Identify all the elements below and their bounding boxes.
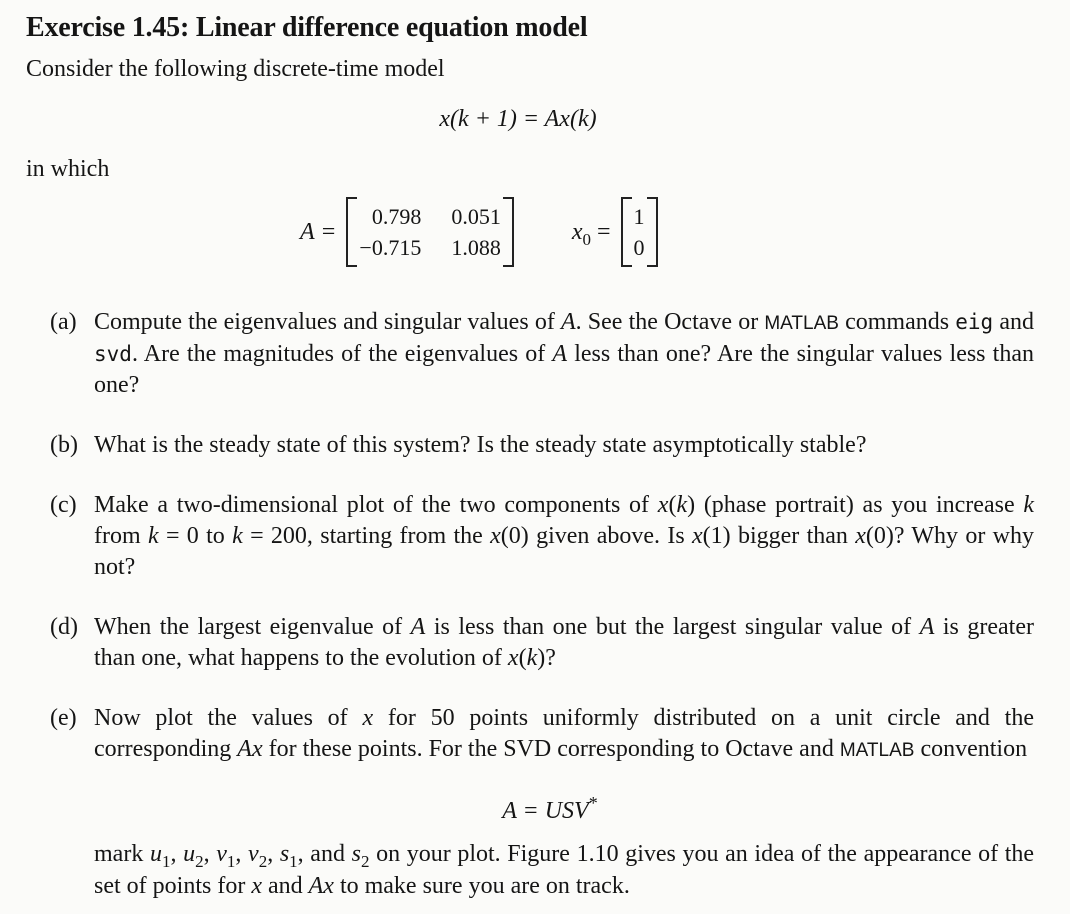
intro-text: Consider the following discrete-time model <box>26 56 445 82</box>
matrix-a-cell: 1.088 <box>451 235 501 260</box>
part-b <box>50 430 1050 461</box>
part-a <box>50 307 1050 401</box>
exercise-title: Exercise 1.45: Linear difference equation model <box>26 12 588 43</box>
part-c-text: Make a two-dimensional plot of the two components of x(k) (phase portrait) as you increase k from k = 0 to k = 200, starting from the x(0) given above. Is x(1) bigger than x(0)? Why or why not? <box>94 492 1034 580</box>
part-d-text: When the largest eigenvalue of A is less than one but the largest singular value of A is greater than one, what happens to the evolution of x(k)? <box>94 614 1034 671</box>
right-bracket <box>503 197 514 267</box>
part-label: (c) <box>50 492 77 518</box>
svd-equation: A = USV* <box>502 793 598 824</box>
right-bracket <box>647 197 658 267</box>
x0-label <box>571 218 611 249</box>
in-which-text: in which <box>26 156 110 182</box>
matrix-a-cell: 0.051 <box>451 204 501 229</box>
part-c <box>50 490 1050 583</box>
x0-equals: = <box>597 218 611 245</box>
part-e-continuation <box>50 839 1050 902</box>
model-equation: x(k + 1) = Ax(k) <box>439 106 597 132</box>
part-b-text: What is the steady state of this system? Is the steady state asymptotically stable? <box>94 432 867 458</box>
x0-vector <box>621 197 658 267</box>
part-d <box>50 612 1050 674</box>
part-label: (d) <box>50 614 78 640</box>
matrix-a-cell: 0.798 <box>371 204 422 229</box>
part-e-continuation-text: mark $u_1$, $u_2$, $v_1$, $v_2$, $s_1$, and $s_2$ on your plot. Figure 1.10 gives you an idea of the appearance of the set of points for x and Ax to make sure you are on track. <box>94 841 1035 899</box>
matrix-a <box>346 197 513 267</box>
part-label: (e) <box>50 705 77 731</box>
part-label: (b) <box>50 432 78 458</box>
matrix-a-cell: −0.715 <box>359 235 422 260</box>
x0-subscript: 0 <box>582 229 591 249</box>
part-e <box>50 703 1050 766</box>
part-e-text: Now plot the values of x for 50 points uniformly distributed on a unit circle and the corresponding Ax for these points. For the SVD corresponding to Octave and MATLAB convention <box>94 705 1035 762</box>
part-a-text: Compute the eigenvalues and singular values of A. See the Octave or MATLAB commands eig and svd. Are the magnitudes of the eigenvalues of A less than one? Are the singular values less than one? <box>94 309 1034 398</box>
x0-cell: 0 <box>633 235 645 260</box>
matrix-definitions <box>300 196 658 268</box>
matrix-a-label: A = <box>300 218 337 245</box>
x0-symbol: x <box>571 218 583 245</box>
part-label: (a) <box>50 309 77 335</box>
x0-cell: 1 <box>633 204 645 229</box>
left-bracket <box>621 197 632 267</box>
left-bracket <box>346 197 357 267</box>
